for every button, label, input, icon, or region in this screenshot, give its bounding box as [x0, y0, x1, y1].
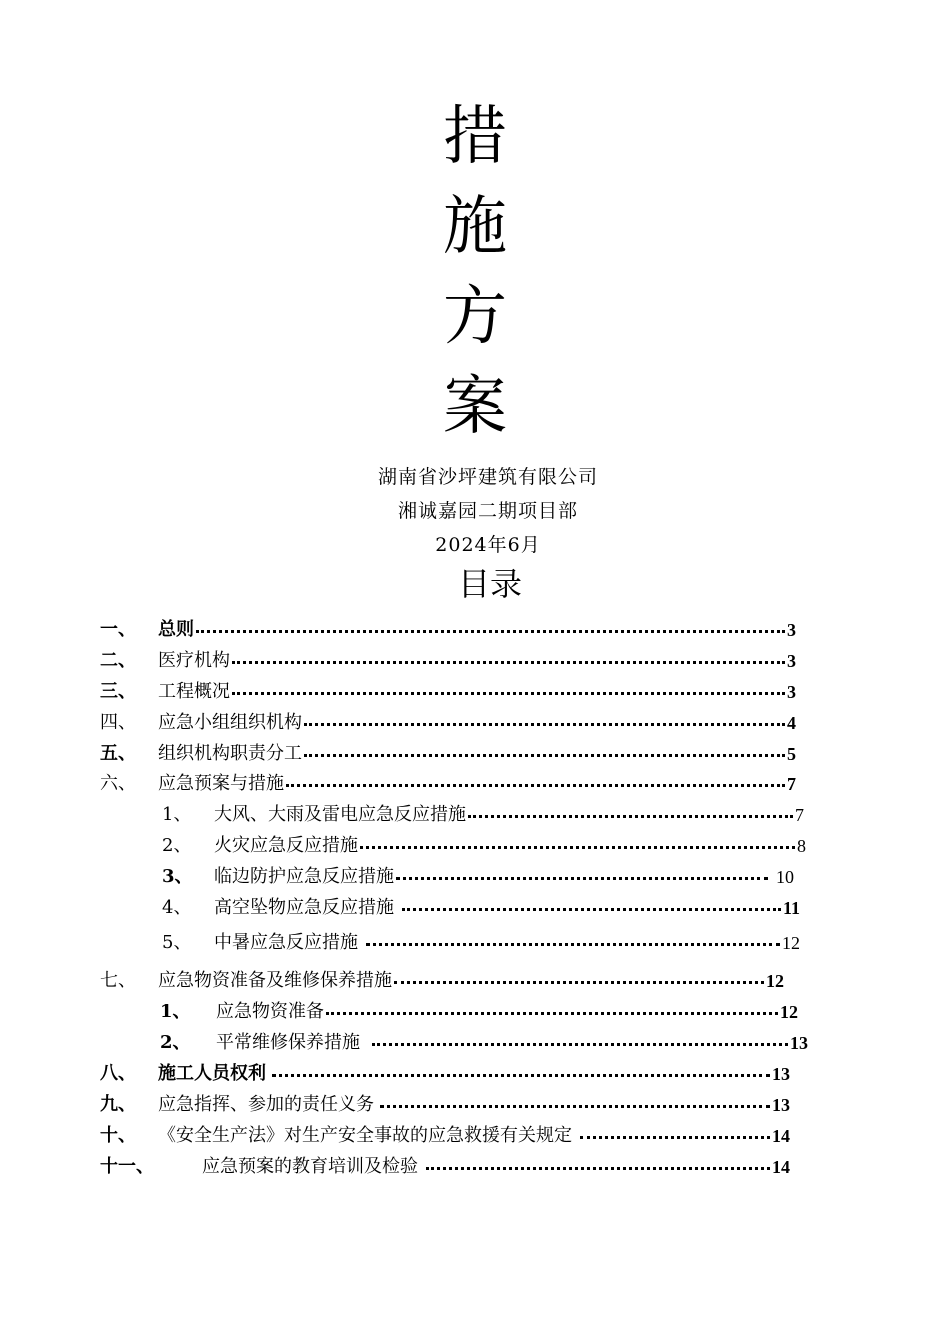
- toc-entry-page: 4: [787, 713, 796, 733]
- company-name: 湖南省沙坪建筑有限公司: [377, 466, 598, 488]
- toc-entry-number: 2、: [160, 1032, 191, 1053]
- toc-entry-page: 3: [787, 620, 796, 640]
- toc-entry-page: 8: [797, 836, 806, 856]
- toc-entry[interactable]: [100, 1124, 790, 1148]
- title-char: 措: [443, 100, 507, 174]
- toc-entry-page: 10: [776, 867, 794, 887]
- toc-entry-page: 13: [790, 1033, 808, 1053]
- toc-leader-dots: [272, 1062, 770, 1086]
- toc-entry-label: 工程概况: [158, 681, 230, 702]
- title-char: 方: [443, 280, 507, 354]
- toc-entry-page: 14: [772, 1157, 790, 1177]
- toc-entry-label: 应急预案的教育培训及检验: [202, 1156, 418, 1177]
- toc-leader-dots: [286, 772, 785, 796]
- toc-entry-number: 七、: [100, 970, 136, 991]
- toc-entry-number: 一、: [100, 619, 136, 640]
- toc-leader-dots: [196, 618, 785, 642]
- toc-entry-number: 十一、: [100, 1156, 154, 1177]
- toc-entry-label: 平常维修保养措施: [216, 1032, 360, 1053]
- document-title: [0, 92, 950, 452]
- toc-entry-label: 大风、大雨及雷电应急反应措施: [214, 804, 466, 825]
- toc-sub-entry[interactable]: [160, 1000, 798, 1024]
- toc-heading: 目录: [457, 565, 522, 603]
- title-char: 施: [443, 190, 507, 264]
- toc-leader-dots: [372, 1031, 788, 1055]
- toc-sub-entry[interactable]: [162, 865, 794, 889]
- toc-leader-dots: [304, 711, 785, 735]
- toc-entry-page: 13: [772, 1064, 790, 1084]
- title-char: 案: [443, 370, 507, 444]
- toc-entry-number: 2、: [162, 835, 192, 856]
- toc-sub-entry[interactable]: [162, 931, 800, 955]
- document-date: 2024年6月: [435, 534, 541, 556]
- toc-entry-number: 3、: [162, 866, 193, 887]
- toc-entry-page: 13: [772, 1095, 790, 1115]
- toc-entry-label: 应急预案与措施: [158, 773, 284, 794]
- toc-entry-label: 医疗机构: [158, 650, 230, 671]
- toc-entry[interactable]: [100, 680, 796, 704]
- toc-entry-number: 八、: [100, 1063, 136, 1084]
- toc-entry[interactable]: [100, 1155, 790, 1179]
- toc-entry-number: 1、: [162, 804, 192, 825]
- toc-entry[interactable]: [100, 742, 796, 766]
- toc-entry-page: 5: [787, 744, 796, 764]
- toc-entry-number: 五、: [100, 743, 136, 764]
- toc-entry[interactable]: [100, 711, 796, 735]
- toc-entry-number: 5、: [162, 932, 192, 953]
- toc-entry-page: 14: [772, 1126, 790, 1146]
- toc-entry-page: 12: [780, 1002, 798, 1022]
- toc-leader-dots: [304, 742, 785, 766]
- organization-info: [0, 460, 950, 562]
- toc-sub-entry[interactable]: [162, 803, 804, 827]
- toc-entry-label: 应急物资准备: [216, 1001, 324, 1022]
- toc-entry-label: 高空坠物应急反应措施: [214, 897, 394, 918]
- toc-entry-number: 二、: [100, 650, 136, 671]
- toc-leader-dots: [232, 680, 785, 704]
- toc-entry-number: 十、: [100, 1125, 136, 1146]
- toc-entry-page: 7: [795, 805, 804, 825]
- toc-leader-dots: [326, 1000, 778, 1024]
- toc-leader-dots: [380, 1093, 770, 1117]
- toc-entry-label: 组织机构职责分工: [158, 743, 302, 764]
- toc-entry-number: 四、: [100, 712, 136, 733]
- toc-leader-dots: [396, 865, 768, 889]
- toc-sub-entry[interactable]: [162, 834, 806, 858]
- toc-entry-label: 中暑应急反应措施: [214, 932, 358, 953]
- toc-entry[interactable]: [100, 772, 796, 796]
- toc-entry[interactable]: [100, 618, 796, 642]
- toc-entry-number: 九、: [100, 1094, 136, 1115]
- toc-entry-page: 3: [787, 682, 796, 702]
- toc-leader-dots: [366, 931, 780, 955]
- toc-entry[interactable]: [100, 649, 796, 673]
- project-name: 湘诚嘉园二期项目部: [397, 500, 578, 522]
- toc-entry-number: 三、: [100, 681, 136, 702]
- toc-leader-dots: [402, 896, 781, 920]
- toc-entry-label: 临边防护应急反应措施: [214, 866, 394, 887]
- toc-entry-page: 11: [782, 898, 800, 918]
- toc-entry-number: 4、: [162, 897, 192, 918]
- toc-entry-page: 12: [782, 933, 800, 953]
- toc-entry-label: 应急指挥、参加的责任义务: [158, 1094, 374, 1115]
- toc-entry-label: 火灾应急反应措施: [214, 835, 358, 856]
- toc-leader-dots: [394, 969, 764, 993]
- toc-leader-dots: [232, 649, 785, 673]
- toc-entry-number: 六、: [100, 773, 136, 794]
- toc-entry[interactable]: [100, 1093, 790, 1117]
- toc-entry-page: 12: [766, 971, 784, 991]
- toc-entry-label: 应急物资准备及维修保养措施: [158, 970, 392, 991]
- toc-leader-dots: [468, 803, 793, 827]
- toc-entry[interactable]: [100, 969, 784, 993]
- toc-leader-dots: [426, 1155, 770, 1179]
- toc-entry-number: 1、: [160, 1001, 191, 1022]
- toc-sub-entry[interactable]: [160, 1031, 808, 1055]
- toc-entry[interactable]: [100, 1062, 790, 1086]
- toc-leader-dots: [580, 1124, 770, 1148]
- toc-sub-entry[interactable]: [162, 896, 800, 920]
- toc-leader-dots: [360, 834, 795, 858]
- toc-entry-label: 应急小组组织机构: [158, 712, 302, 733]
- toc-entry-page: 3: [787, 651, 796, 671]
- toc-entry-label: 总则: [158, 619, 194, 640]
- toc-entry-page: 7: [787, 774, 796, 794]
- toc-entry-label: 施工人员权利: [158, 1063, 266, 1084]
- toc-entry-label: 《安全生产法》对生产安全事故的应急救援有关规定: [158, 1125, 572, 1146]
